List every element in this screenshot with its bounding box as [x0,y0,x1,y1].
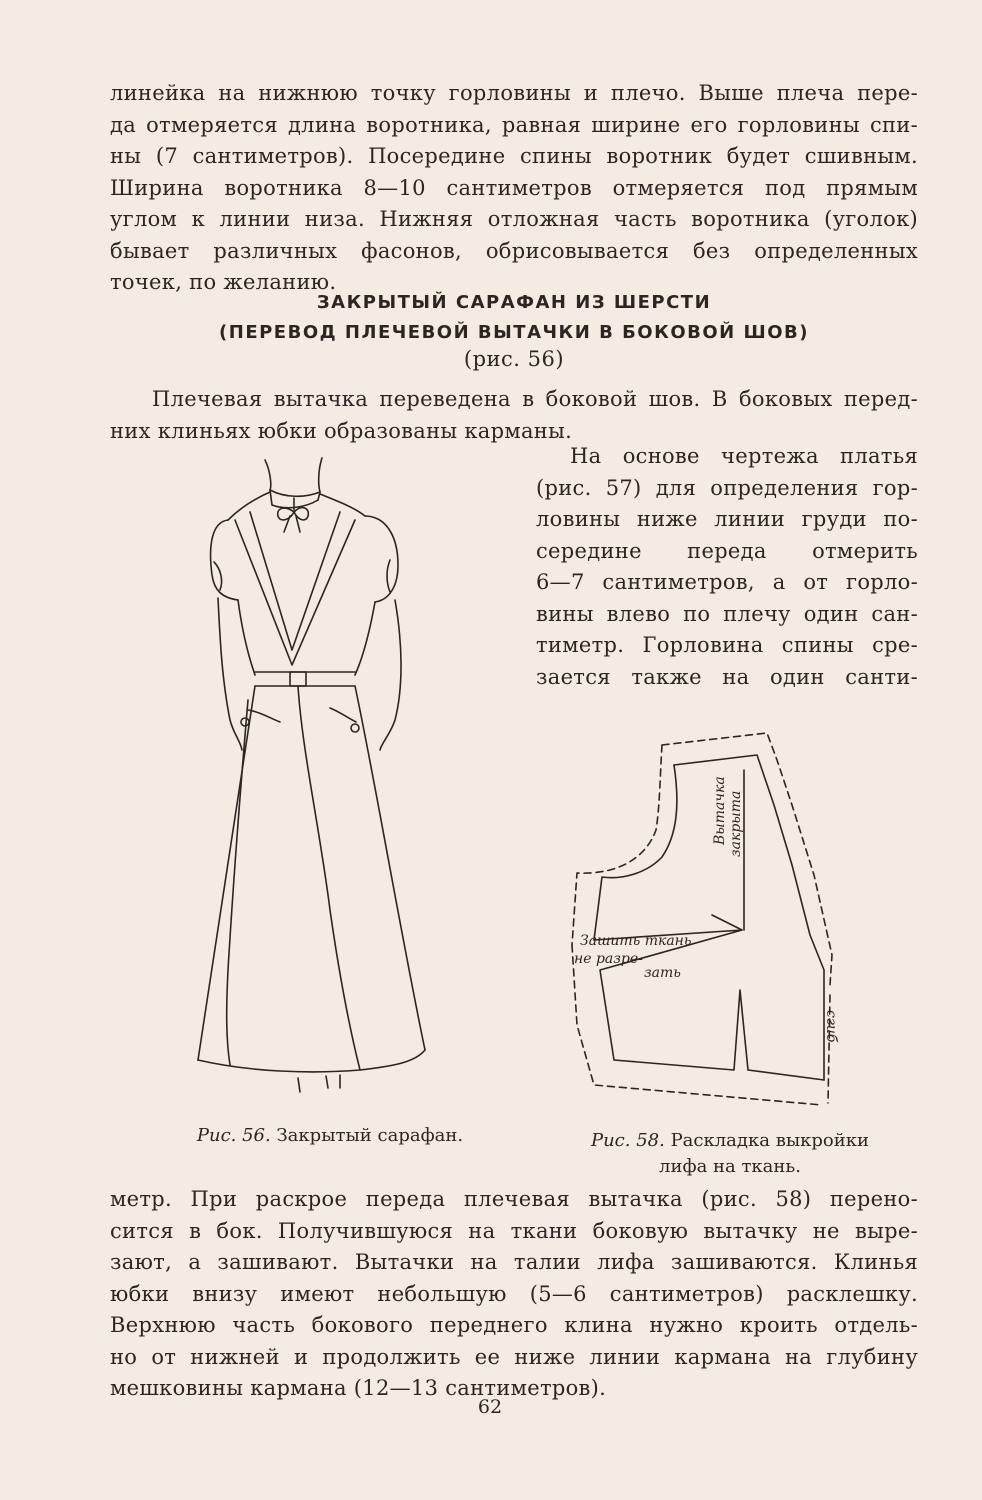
text-line: бывает различных фасонов, обрисовывается без определенных [110,238,918,263]
text-line: (рис. 57) для определения гор- [536,475,918,500]
text-line: Верхнюю часть бокового переднего клина нужно кроить отдель- [110,1313,918,1337]
paragraph-intro [110,384,918,447]
text-line: линейка на нижнюю точку горловины и плечо. Выше плеча пере- [110,81,918,105]
page-number: 62 [477,1396,503,1418]
text-line: середине переда отмерить [536,538,918,563]
text-line: сится в бок. Получившуюся на ткани боковую вытачку не выре- [110,1218,918,1243]
text-line: углом к линии низа. Нижняя отложная часть воротника (уголок) [110,207,918,231]
section-title: ЗАКРЫТЫЙ САРАФАН ИЗ ШЕРСТИ [316,292,712,313]
paragraph-top [110,78,918,299]
pattern-layout-diagram [552,725,842,1115]
text-line: юбки внизу имеют небольшую (5—6 сантиметров) расклешку. [110,1281,918,1306]
figure-56-caption [150,1123,510,1149]
text-line: ловины ниже линии груди по- [536,507,918,531]
text-line: да отмеряется длина воротника, равная ширине его горловины спи- [110,112,918,137]
sundress-illustration [190,450,490,1110]
caption-label: Рис. 58. [590,1130,665,1151]
section-subtitle: (ПЕРЕВОД ПЛЕЧЕВОЙ ВЫТАЧКИ В БОКОВОЙ ШОВ) [219,322,809,343]
text-line: точек, по желанию. [110,270,337,294]
text-line: метр. При раскрое переда плечевая вытачка (рис. 58) перено- [110,1187,918,1211]
paragraph-bottom [110,1184,918,1405]
text-line: но от нижней и продолжить ее ниже линии кармана на глубину [110,1344,918,1369]
figure-58-caption [560,1128,900,1180]
text-line: тиметр. Горловина спины сре- [536,633,918,657]
text-line: мешковины кармана (12—13 сантиметров). [110,1376,607,1400]
text-line: них клиньях юбки образованы карманы. [110,418,573,443]
text-line: вины влево по плечу один сан- [536,601,918,626]
label-sew-fabric-3: зать [644,965,681,981]
text-line: ны (7 сантиметров). Посередине спины воротник будет сшивным. [110,144,918,168]
text-line: Ширина воротника 8—10 сантиметров отмеряется под прямым [110,175,918,200]
text-line: 6—7 сантиметров, а от горло- [536,570,918,594]
label-dart-closed: Вытачка [712,776,728,845]
caption-label: Рис. 56. [196,1125,271,1146]
label-sew-fabric: Зашить ткань [580,933,692,949]
label-fold: сгиб [823,1010,839,1043]
label-sew-fabric-2: не разре- [574,951,643,967]
caption-text: Закрытый сарафан. [276,1125,464,1146]
section-figure-ref: (рис. 56) [463,347,565,371]
paragraph-side [536,441,918,693]
label-dart-closed-2: закрыта [728,790,744,857]
caption-text: Раскладка выкройки [670,1130,870,1151]
text-line: зают, а зашивают. Вытачки на талии лифа зашиваются. Клинья [110,1250,918,1274]
text-line: На основе чертежа платья [570,444,918,468]
caption-text-line2: лифа на ткань. [659,1156,801,1177]
text-line: зается также на один санти- [536,664,918,689]
text-line: Плечевая вытачка переведена в боковой шов. В боковых перед- [152,387,918,411]
